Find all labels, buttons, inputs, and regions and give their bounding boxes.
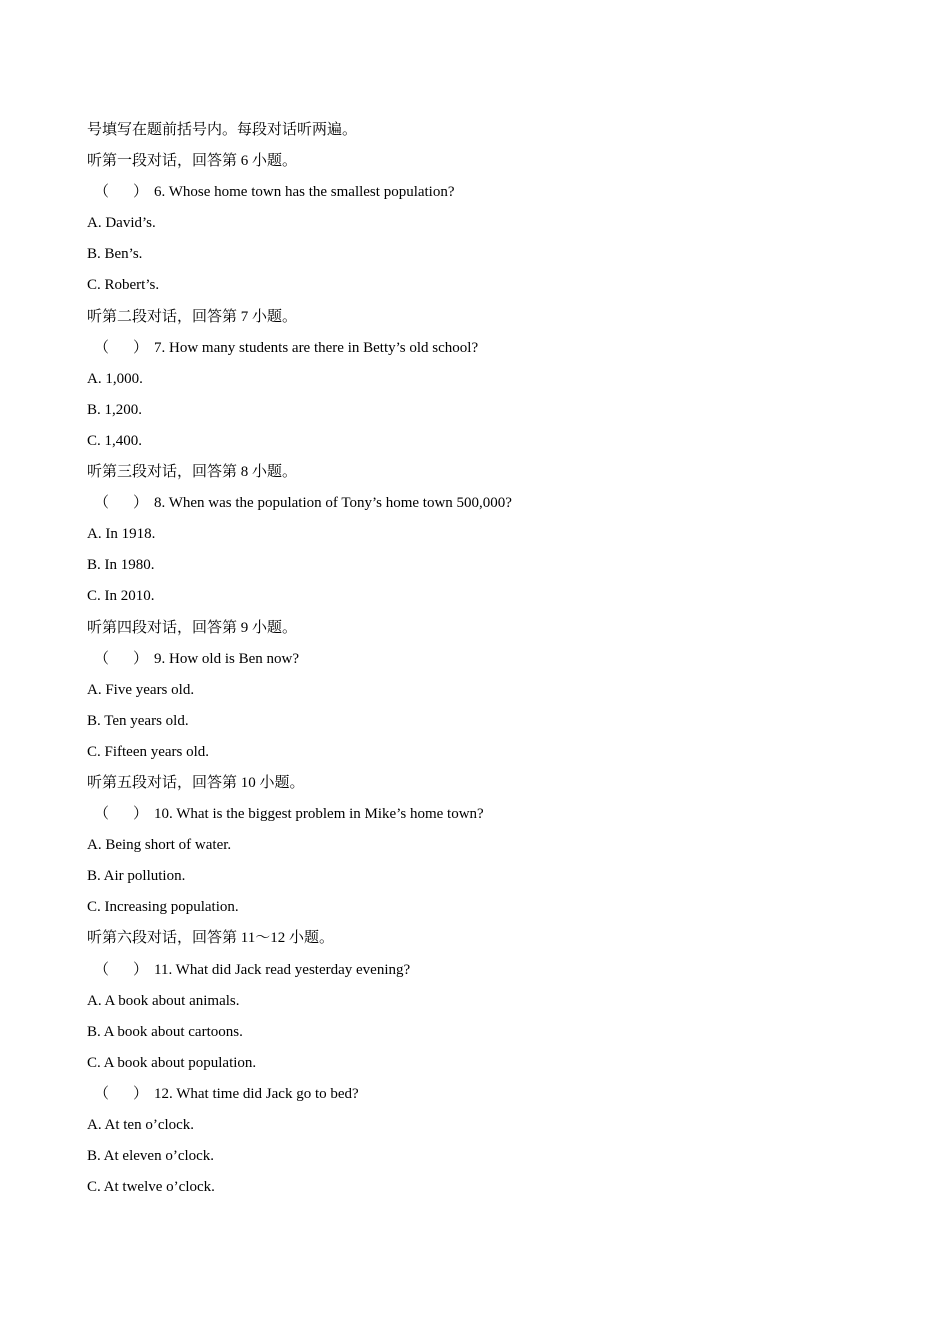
section-header: 听第二段对话，回答第 7 小题。 [87,308,298,325]
option-a: A. In 1918. [87,526,156,543]
option-b: B. 1,200. [87,401,143,418]
option-c: C. 1,400. [87,432,143,449]
option-c: C. Robert’s. [87,277,160,294]
section-header: 听第五段对话，回答第 10 小题。 [87,774,305,791]
question-text: 10. What is the biggest problem in Mike’s home town? [154,806,484,823]
question-6 [87,177,887,208]
section-header: 听第六段对话，回答第 11～12 小题。 [87,930,334,947]
option-a: A. David’s. [87,215,156,232]
option-b: B. Air pollution. [87,868,186,885]
question-text: 6. Whose home town has the smallest population? [154,184,455,201]
answer-blank[interactable]: （ ） [94,495,148,512]
option-c: C. A book about population. [87,1054,257,1071]
question-10 [87,799,887,830]
question-12 [87,1079,887,1110]
option-a: A. 1,000. [87,370,143,387]
option-b: B. A book about cartoons. [87,1023,243,1040]
option-b: B. At eleven o’clock. [87,1148,215,1165]
option-a: A. A book about animals. [87,992,240,1009]
answer-blank[interactable]: （ ） [94,1085,148,1102]
option-b: B. Ten years old. [87,712,189,729]
option-a: A. Five years old. [87,681,195,698]
question-8 [87,488,887,519]
instruction-text: 号填写在题前括号内。每段对话听两遍。 [87,122,358,138]
option-c: C. At twelve o’clock. [87,1179,215,1196]
question-text: 12. What time did Jack go to bed? [154,1085,359,1102]
question-text: 11. What did Jack read yesterday evening? [154,961,411,978]
question-text: 7. How many students are there in Betty’s old school? [154,339,479,356]
question-text: 9. How old is Ben now? [154,650,299,667]
option-b: B. Ben’s. [87,246,143,263]
option-a: A. At ten o’clock. [87,1117,195,1133]
answer-blank[interactable]: （ ） [94,806,148,823]
section-header: 听第四段对话，回答第 9 小题。 [87,619,298,636]
section-header: 听第三段对话，回答第 8 小题。 [87,464,298,481]
option-c: C. In 2010. [87,588,155,605]
option-b: B. In 1980. [87,557,155,574]
option-c: C. Fifteen years old. [87,743,210,760]
option-a: A. Being short of water. [87,837,232,854]
question-text: 8. When was the population of Tony’s home town 500,000? [154,495,512,512]
listening-section [87,115,887,1203]
option-c: C. Increasing population. [87,899,239,916]
question-9 [87,644,887,675]
section-header: 听第一段对话，回答第 6 小题。 [87,153,298,170]
question-11 [87,955,887,986]
answer-blank[interactable]: （ ） [94,650,148,667]
answer-blank[interactable]: （ ） [94,184,148,201]
answer-blank[interactable]: （ ） [94,961,148,978]
question-7 [87,333,887,364]
answer-blank[interactable]: （ ） [94,339,148,356]
